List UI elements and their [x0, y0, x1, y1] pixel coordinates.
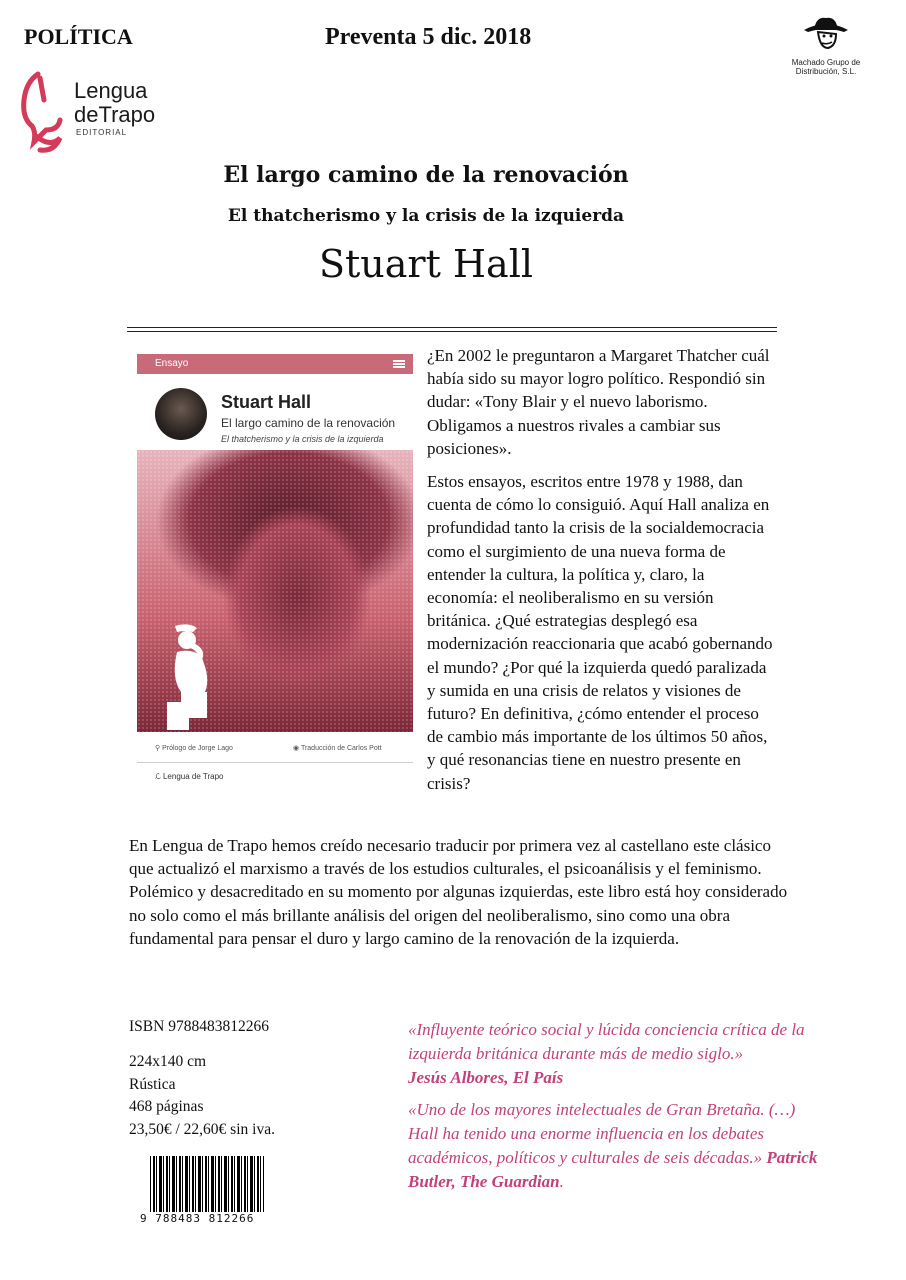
logo-text-lengua: Lengua: [74, 78, 148, 103]
cover-credits: [137, 740, 413, 762]
isbn: ISBN 9788483812266: [129, 1018, 269, 1035]
synopsis-paragraph: ¿En 2002 le preguntaron a Margaret Thatcher cuál había sido su mayor logro político. Respondió sin dudar: «Tony Blair y el nuevo laborismo. Obligamos a nuestros rivales a cambiar sus posiciones».: [427, 346, 770, 458]
divider-top: [127, 327, 777, 328]
quote-source: Jesús Albores, El País: [408, 1068, 564, 1087]
spec-binding: Rústica: [129, 1075, 176, 1093]
spec-size: 224x140 cm: [129, 1053, 207, 1070]
review-quote: [408, 1098, 828, 1194]
cover-subtitle: El thatcherismo y la crisis de la izquierda: [221, 434, 384, 444]
spec-price: 23,50€ / 22,60€ sin iva.: [129, 1120, 275, 1138]
thinker-figure-icon: [167, 622, 227, 732]
cover-prologue: ⚲ Prólogo de Jorge Lago: [155, 745, 233, 752]
logo-text-detrapo: deTrapo: [74, 102, 156, 127]
book-author: Stuart Hall: [318, 242, 534, 286]
quote-source: Patrick Butler, The Guardian: [408, 1148, 818, 1191]
cover-divider: [137, 762, 413, 763]
cover-author: Stuart Hall: [221, 392, 312, 412]
cover-band: [137, 354, 413, 374]
spec-pages: 468 páginas: [129, 1098, 204, 1116]
logo-text-editorial: EDITORIAL: [76, 128, 128, 137]
book-cover: [137, 354, 413, 794]
barcode-digits: 9 788483 812266: [140, 1212, 255, 1225]
synopsis: [427, 344, 777, 805]
distributor-logo: [778, 14, 874, 76]
review-quote: [408, 1018, 828, 1090]
hat-figure-icon: [798, 14, 854, 52]
barcode: [140, 1156, 266, 1228]
quote-period: .: [559, 1172, 564, 1191]
cover-title: El largo camino de la renovación: [221, 416, 396, 430]
divider-bottom: [127, 331, 777, 332]
quote-text: «Influyente teórico social y lúcida conciencia crítica de la izquierda británica durante más de medio siglo.»: [408, 1020, 805, 1063]
cover-imprint: ℒ Lengua de Trapo: [155, 772, 224, 781]
menu-icon: [393, 360, 405, 368]
barcode-bars: [150, 1156, 264, 1212]
quote-text: «Uno de los mayores intelectuales de Gran Bretaña. (…) Hall ha tenido una enorme influencia en los debates académicos, políticos y culturales de seis décadas.»: [408, 1100, 796, 1167]
cover-band-label: Ensayo: [155, 358, 189, 369]
category-label: POLÍTICA: [24, 24, 133, 49]
publisher-mark-icon: [16, 70, 70, 160]
body-paragraph: En Lengua de Trapo hemos creído necesario traducir por primera vez al castellano este clásico que actualizó el marxismo a través de los estudios culturales, el psicoanálisis y el feminismo. Polémico y desacreditado en su momento por algunas izquierdas, este libro está hoy considerado no solo como el más brillante análisis del origen del neoliberalismo, sino como una obra fundamental para pensar el duro y largo camino de la renovación de la izquierda.: [129, 836, 788, 948]
cover-translation: ◉ Traducción de Carlos Pott: [293, 745, 382, 752]
synopsis-paragraph: Estos ensayos, escritos entre 1978 y 1988, dan cuenta de cómo lo consiguió. Aquí Hall analiza en profundidad tanto la crisis de la socialdemocracia como el surgimiento de una nueva forma de entender la cultura, la política y, claro, la economía: el neoliberalismo en su versión británica. ¿Qué estrategias desplegó esa modernización reaccionaria que acabó gobernando el mundo? ¿Por qué la izquierda quedó paralizada y sumida en una crisis de relatos y visiones de futuro? En definitiva, ¿cómo entender el proceso de cambio más importante de los últimos 50 años, y qué resonancias tiene en nuestro presente en crisis?: [427, 472, 773, 793]
author-avatar: [155, 388, 207, 440]
book-subtitle: El thatcherismo y la crisis de la izquierda: [227, 206, 625, 226]
book-title: El largo camino de la renovación: [223, 162, 629, 188]
cover-photo: [137, 450, 413, 732]
publisher-logo: [16, 70, 176, 160]
specs: [129, 1051, 275, 1141]
presale-date: Preventa 5 dic. 2018: [325, 24, 532, 50]
distributor-name: Machado Grupo de Distribución, S.L.: [791, 58, 861, 76]
